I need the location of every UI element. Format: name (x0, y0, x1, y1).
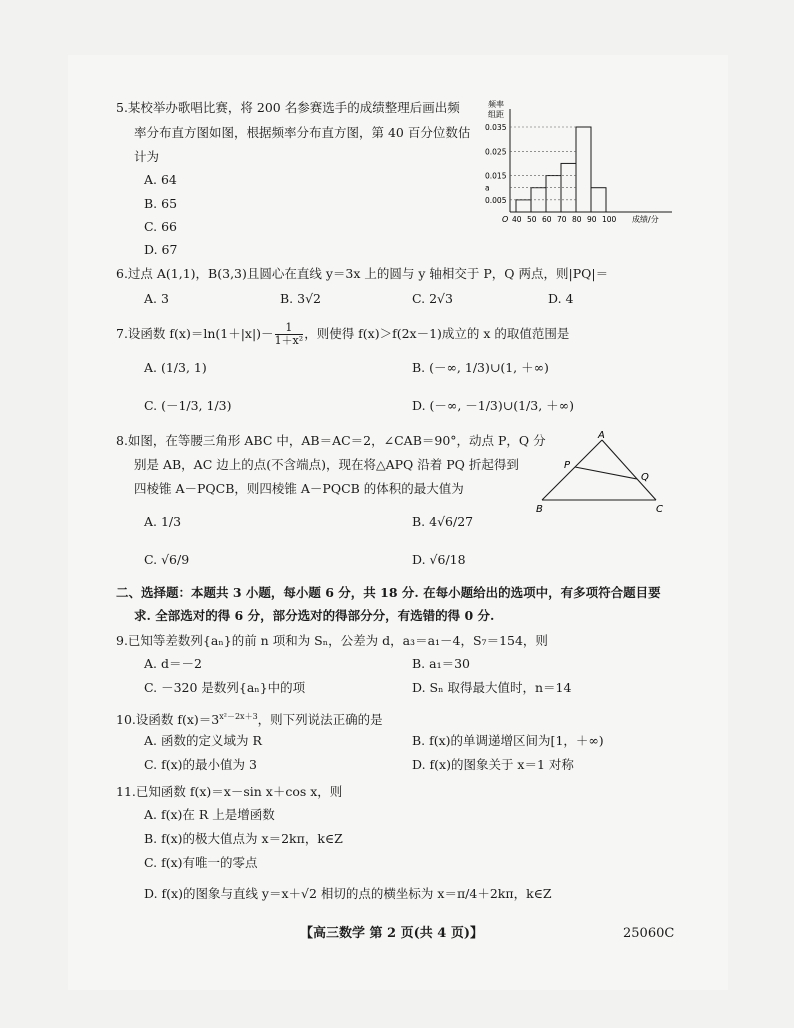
q5-line3: 计为 (134, 149, 160, 164)
q8-line1: 8.如图，在等腰三角形 ABC 中，AB＝AC＝2，∠CAB＝90°，动点 P，Q 分 (116, 433, 546, 448)
q7-stem-post: ，则使得 f(x)＞f(2x－1)成立的 x 的取值范围是 (304, 326, 570, 341)
q6-option-b: B. 3√2 (280, 291, 322, 306)
y-tick-label: 0.035 (485, 123, 507, 132)
bar-80-90 (576, 127, 591, 212)
q8-option-a: A. 1/3 (144, 514, 182, 529)
q11-option-c: C. f(x)有唯一的零点 (144, 855, 258, 870)
q7-frac-den: 1＋x² (274, 334, 304, 347)
q5-line2: 率分布直方图如图，根据频率分布直方图，第 40 百分位数估 (134, 125, 471, 140)
q7-stem (116, 322, 569, 347)
q6-option-c: C. 2√3 (412, 291, 453, 306)
y-label-top: 频率 (488, 100, 504, 109)
q10-option-c: C. f(x)的最小值为 3 (144, 757, 257, 772)
q11-option-b: B. f(x)的极大值点为 x＝2kπ，k∈Z (144, 831, 343, 846)
q7-fraction (275, 322, 304, 347)
y-tick-label: 0.025 (485, 147, 507, 157)
y-label-bottom: 组距 (488, 110, 504, 119)
x-axis-label: 成绩/分 (632, 215, 659, 224)
q10-option-a: A. 函数的定义域为 R (144, 733, 262, 748)
page-footer: 【高三数学 第 2 页(共 4 页)】 (300, 926, 484, 941)
label-p: P (564, 460, 571, 471)
q10-exponent: x²－2x＋3 (219, 712, 258, 721)
q10-stem (116, 709, 383, 728)
q8-line2: 别是 AB，AC 边上的点(不含端点)，现在将△APQ 沿着 PQ 折起得到 (134, 457, 519, 472)
q7-option-a: A. (1/3, 1) (144, 360, 207, 375)
q10-option-d: D. f(x)的图象关于 x＝1 对称 (412, 757, 574, 772)
q6-option-a: A. 3 (144, 291, 169, 306)
label-q: Q (641, 472, 649, 483)
q7-stem-pre: 7.设函数 f(x)＝ln(1＋|x|)－ (116, 326, 274, 341)
q5-option-c: C. 66 (144, 219, 177, 234)
q8-line3: 四棱锥 A－PQCB，则四棱锥 A－PQCB 的体积的最大值为 (134, 481, 464, 496)
q10-option-b: B. f(x)的单调递增区间为[1，＋∞) (412, 733, 604, 748)
q10-stem-post: ，则下列说法正确的是 (257, 712, 383, 728)
bar-40-50 (516, 200, 531, 212)
y-tick-label: 0.015 (485, 171, 507, 181)
q8-option-d: D. √6/18 (412, 552, 466, 567)
x-tick-label: 70 (557, 215, 567, 224)
label-c: C (656, 504, 663, 515)
bar-60-70 (546, 176, 561, 212)
q9-option-b: B. a₁＝30 (412, 656, 471, 671)
q8-option-b: B. 4√6/27 (412, 514, 474, 529)
q6-stem: 6.过点 A(1,1)，B(3,3)且圆心在直线 y＝3x 上的圆与 y 轴相交于 P，Q 两点，则|PQ|＝ (116, 266, 609, 281)
x-tick-label: 50 (527, 215, 537, 224)
origin-label: O (502, 215, 509, 224)
x-tick-label: 80 (572, 215, 582, 224)
q7-option-b: B. (－∞, 1/3)∪(1, ＋∞) (412, 360, 549, 375)
section2-line1: 二、选择题：本题共 3 小题，每小题 6 分，共 18 分. 在每小题给出的选项中，有多项符合题目要 (116, 585, 661, 600)
q9-option-a: A. d＝－2 (144, 656, 202, 671)
q9-option-c: C. －320 是数列{aₙ}中的项 (144, 680, 306, 695)
q10-stem-pre: 10.设函数 f(x)＝3 (116, 712, 220, 728)
y-tick-label: a (485, 183, 490, 193)
q8-option-c: C. √6/9 (144, 552, 190, 567)
x-tick-label: 100 (602, 215, 617, 224)
x-tick-label: 40 (512, 215, 522, 224)
y-tick-label: 0.005 (485, 195, 507, 205)
q7-frac-num: 1 (275, 322, 304, 335)
q5-option-a: A. 64 (144, 172, 177, 187)
frequency-histogram (484, 97, 674, 232)
q9-stem: 9.已知等差数列{aₙ}的前 n 项和为 Sₙ，公差为 d，a₃＝a₁－4，S₇＝154，则 (116, 633, 548, 648)
x-tick-label: 90 (587, 215, 597, 224)
exam-code: 25060C (623, 926, 675, 941)
q5-option-d: D. 67 (144, 242, 178, 257)
section2-line2: 求. 全部选对的得 6 分，部分选对的得部分分，有选错的得 0 分. (134, 608, 495, 623)
q11-option-a: A. f(x)在 R 上是增函数 (144, 807, 275, 822)
label-a: A (598, 430, 605, 441)
q5-option-b: B. 65 (144, 196, 178, 211)
q5-line1: 5.某校举办歌唱比赛，将 200 名参赛选手的成绩整理后画出频 (116, 100, 460, 115)
label-b: B (536, 504, 543, 515)
x-tick-label: 60 (542, 215, 552, 224)
q11-option-d: D. f(x)的图象与直线 y＝x＋√2 相切的点的横坐标为 x＝π/4＋2kπ，k∈Z (144, 886, 552, 901)
q11-stem: 11.已知函数 f(x)＝x－sin x＋cos x，则 (116, 784, 343, 799)
q7-option-c: C. (－1/3, 1/3) (144, 398, 232, 413)
triangle-figure (530, 428, 670, 516)
bar-90-100 (591, 188, 606, 212)
q9-option-d: D. Sₙ 取得最大值时，n＝14 (412, 680, 572, 695)
q6-option-d: D. 4 (548, 291, 574, 306)
q7-option-d: D. (－∞, －1/3)∪(1/3, ＋∞) (412, 398, 574, 413)
